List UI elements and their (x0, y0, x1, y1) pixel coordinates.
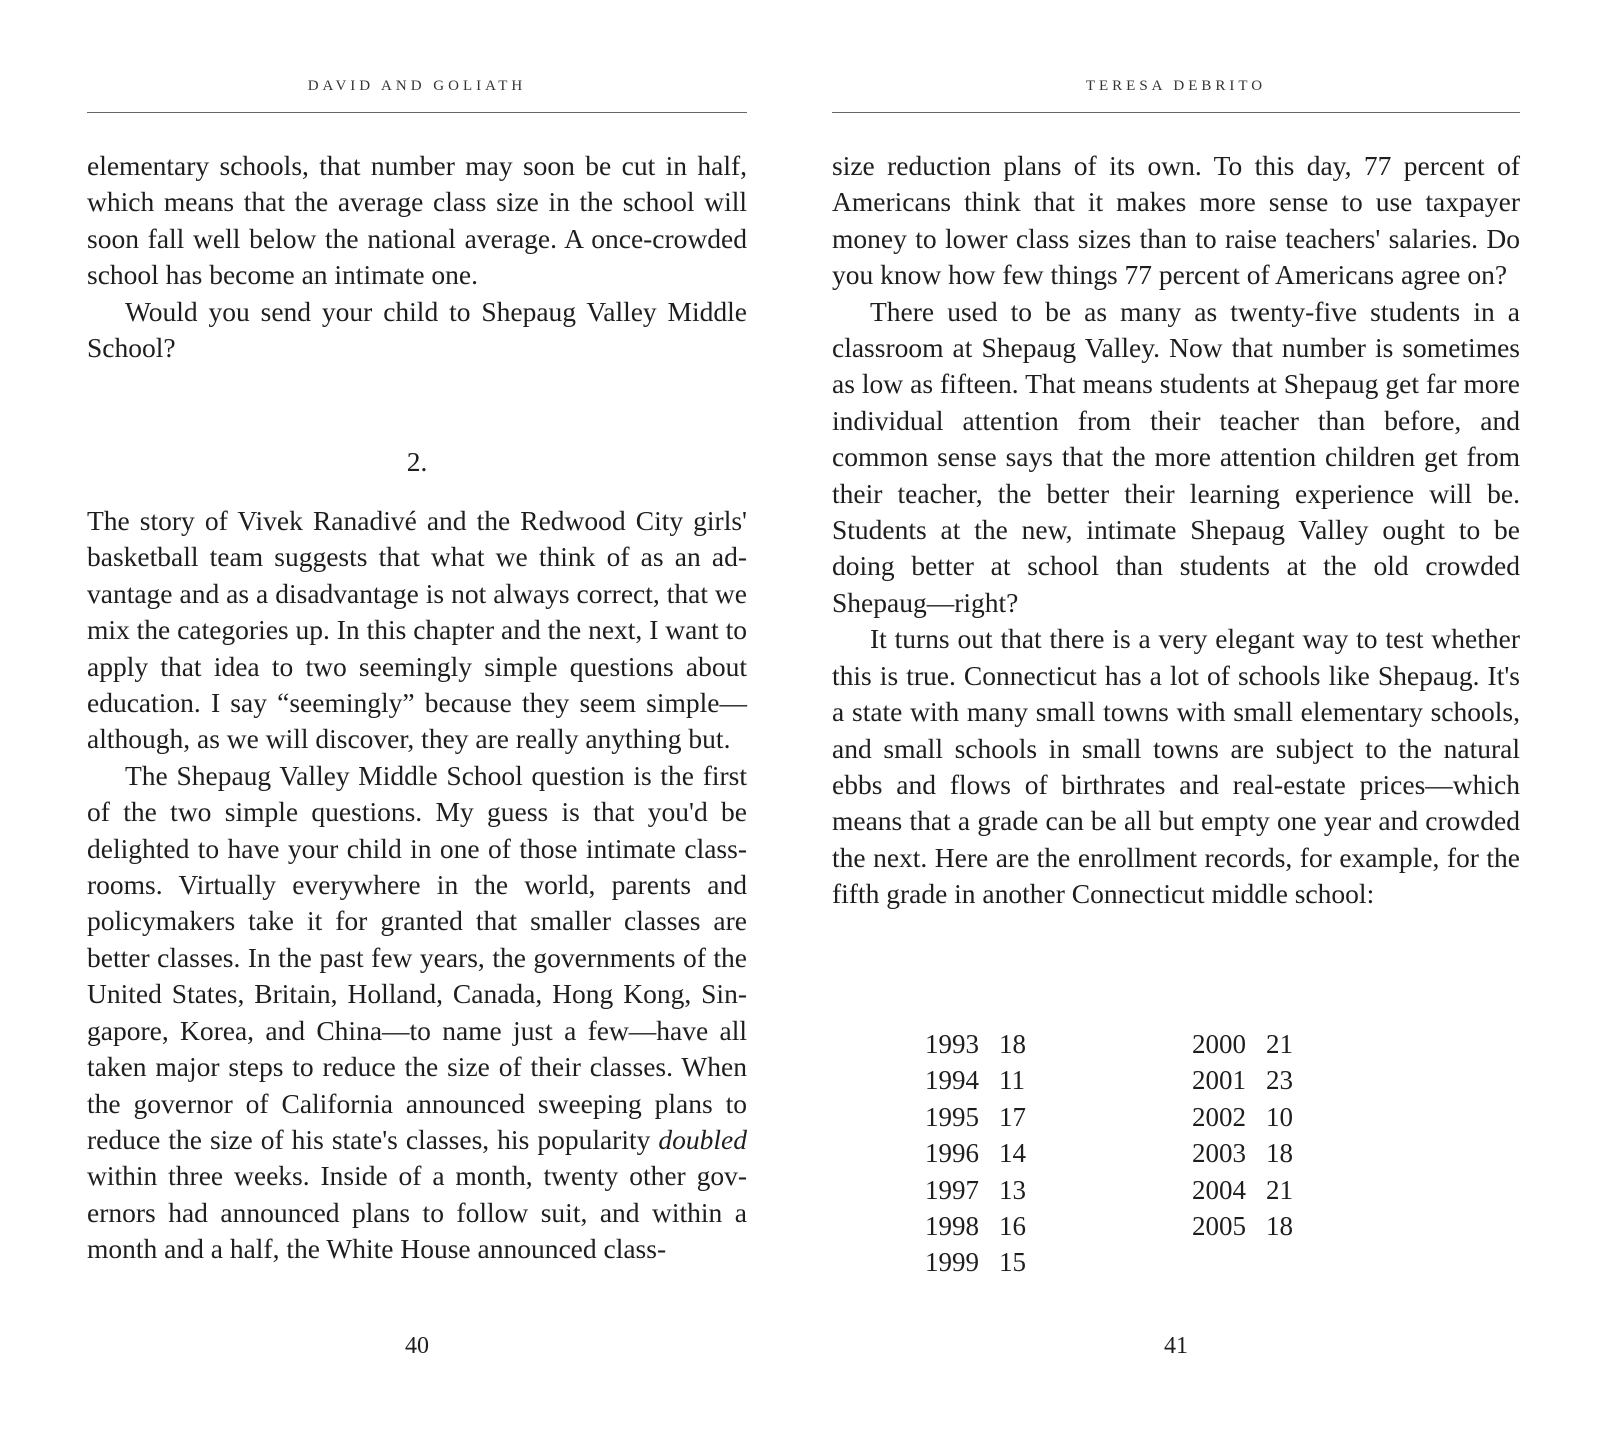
enrollment-year: 1993 (925, 1029, 979, 1059)
enrollment-year: 1995 (925, 1101, 979, 1132)
enrollment-row (1192, 1026, 1293, 1062)
left-paragraph-2: Would you send your child to Shepaug Valley Middle School? (87, 295, 747, 364)
enrollment-count: 18 (999, 1029, 1026, 1059)
enrollment-row (1192, 1135, 1293, 1171)
enrollment-row (925, 1062, 1026, 1098)
left-text-bottom (87, 503, 747, 1268)
enrollment-year: 2004 (1192, 1174, 1246, 1205)
enrollment-row (1192, 1172, 1293, 1208)
header-rule-right (832, 112, 1520, 113)
left-paragraph-4-end: within three weeks. Inside of a month, twenty other governors had announced plans to follow suit, and within a month and a half, the White House announced class- (87, 1160, 747, 1265)
enrollment-year: 2001 (1192, 1065, 1246, 1096)
enrollment-year: 1996 (925, 1138, 979, 1169)
enrollment-row (925, 1244, 1026, 1280)
running-head-right: TERESA DEBRITO (1085, 78, 1267, 94)
right-text (832, 148, 1520, 913)
left-paragraph-4-start: The Shepaug Valley Middle School question is the first of the two simple questions. My guess is that you'd be delighted to have your child in one of those intimate classrooms. Virtually everywhere in the world, parents and policymakers take it for granted that smaller classes are better classes. In the past few years, the governments of the United States, Britain, Holland, Canada, Hong Kong, Singapore, Korea, and China—to name just a few—have all taken major steps to reduce the size of their classes. When the governor of California announced sweeping plans to reduce the size of his state's classes, his popularity (87, 759, 747, 1155)
right-paragraph-2: There used to be as many as twenty-five students in a classroom at Shepaug Valley. Now that number is sometimes as low as fifteen. That means students at Shepaug get far more individual attention from their teacher than before, and common sense says that the more attention children get from their teacher, the better their learning experience will be. Students at the new, intimate Shepaug Valley ought to be doing better at school than students at the old crowded Shepaug—right? (832, 295, 1520, 618)
enrollment-year: 1994 (925, 1065, 979, 1096)
enrollment-count: 18 (1266, 1138, 1293, 1169)
enrollment-year: 2003 (1192, 1138, 1246, 1169)
enrollment-row (1192, 1099, 1293, 1135)
enrollment-count: 18 (1266, 1210, 1293, 1241)
enrollment-count: 21 (1266, 1029, 1293, 1059)
enrollment-year: 2005 (1192, 1210, 1246, 1241)
enrollment-count: 11 (999, 1065, 1025, 1096)
enrollment-year: 1997 (925, 1174, 979, 1205)
right-paragraph-1: size reduction plans of its own. To this day, 77 percent of Americans think that it makes more sense to use taxpayer money to lower class sizes than to raise teachers' salaries. Do you know how few things 77 percent of Americans agree on? (832, 150, 1520, 291)
enrollment-row (1192, 1208, 1293, 1244)
left-paragraph-4 (87, 758, 747, 1268)
enrollment-count: 14 (999, 1138, 1026, 1169)
enrollment-row (925, 1208, 1026, 1244)
section-number: 2. (406, 446, 428, 477)
page-number-right: 41 (1164, 1333, 1188, 1359)
enrollment-count: 17 (999, 1101, 1026, 1132)
enrollment-column-1 (925, 1026, 1026, 1281)
header-rule-left (87, 112, 747, 113)
enrollment-count: 21 (1266, 1174, 1293, 1205)
enrollment-row (925, 1135, 1026, 1171)
left-paragraph-3: The story of Vivek Ranadivé and the Redwood City girls' basketball team suggests that what we think of as an advantage and as a disadvantage is not always correct, that we mix the categories up. In this chapter and the next, I want to apply that idea to two seemingly simple questions about education. I say “seemingly” because they seem simple—although, as we will discover, they are really anything but. (87, 505, 747, 755)
running-head-left: DAVID AND GOLIATH (307, 78, 527, 94)
enrollment-row (925, 1172, 1026, 1208)
emphasis-doubled: doubled (658, 1123, 747, 1155)
enrollment-row (925, 1099, 1026, 1135)
left-text-top (87, 148, 747, 366)
enrollment-count: 13 (999, 1174, 1026, 1205)
enrollment-year: 1999 (925, 1247, 979, 1278)
enrollment-count: 15 (999, 1247, 1026, 1278)
right-paragraph-3: It turns out that there is a very elegant way to test whether this is true. Connecticut has a lot of schools like Shepaug. It's a state with many small towns with small elementary schools, and small schools in small towns are subject to the natural ebbs and flows of birthrates and real-estate prices—which means that a grade can be all but empty one year and crowded the next. Here are the enrollment records, for example, for the fifth grade in another Connecticut middle school: (832, 623, 1520, 910)
page-number-left: 40 (405, 1333, 429, 1359)
enrollment-count: 16 (999, 1210, 1026, 1241)
enrollment-column-2 (1192, 1026, 1293, 1244)
left-paragraph-1: elementary schools, that number may soon be cut in half, which means that the average class size in the school will soon fall well below the national average. A once-crowded school has become an intimate one. (87, 150, 747, 291)
enrollment-year: 2002 (1192, 1101, 1246, 1132)
enrollment-row (1192, 1062, 1293, 1098)
enrollment-count: 10 (1266, 1101, 1293, 1132)
enrollment-count: 23 (1266, 1065, 1293, 1096)
enrollment-year: 1998 (925, 1210, 979, 1241)
enrollment-row (925, 1026, 1026, 1062)
enrollment-year: 2000 (1192, 1029, 1246, 1059)
